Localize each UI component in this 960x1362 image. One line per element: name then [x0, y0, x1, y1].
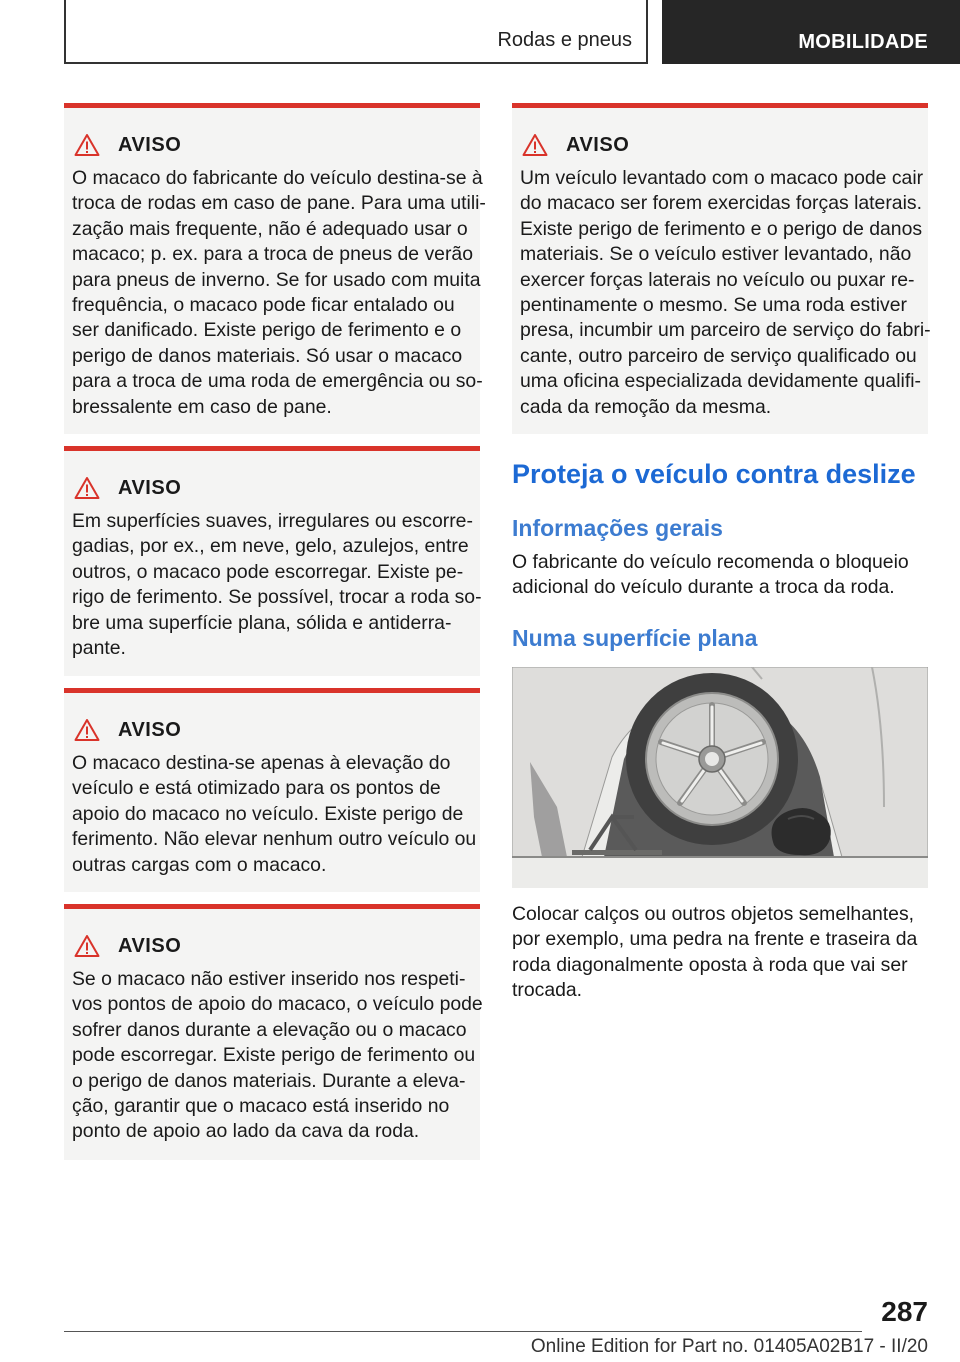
warning-triangle-icon: [522, 133, 548, 157]
page-number: 287: [881, 1296, 928, 1327]
section-title: Proteja o veículo contra deslize: [512, 459, 916, 489]
warning-line: exercer forças laterais no veículo ou puxar re‐: [520, 268, 915, 291]
warning-line: ser danificado. Existe perigo de ferimento e o: [72, 319, 462, 342]
warning-title: AVISO: [118, 133, 182, 156]
warning-box-4: [64, 904, 483, 1160]
info-paragraph: [512, 550, 909, 601]
warning-line: Existe perigo de ferimento e o perigo de danos: [520, 217, 923, 240]
warning-line: Se o macaco não estiver inserido nos respeti‐: [72, 968, 466, 990]
wheel-chock-illustration: [512, 667, 928, 888]
warning-line: bre uma superfície plana, sólida e antiderra‐: [72, 611, 452, 634]
warning-line: O macaco destina-se apenas à elevação do: [72, 752, 451, 774]
warning-line: ção, garantir que o macaco está inserido no: [72, 1095, 450, 1118]
warning-line: pode escorregar. Existe perigo de ferimento ou: [72, 1044, 476, 1067]
warning-header: [520, 132, 920, 158]
warning-line: presa, incumbir um parceiro de serviço do fabri‐: [520, 319, 931, 342]
warning-line: veículo e está otimizado para os pontos de: [72, 777, 441, 800]
warning-line: pante.: [72, 637, 126, 660]
warning-line: outros, o macaco pode escorregar. Existe pe‐: [72, 560, 464, 583]
warning-line: zação mais frequente, não é adequado usar o: [72, 217, 468, 240]
warning-text: [72, 509, 482, 661]
warning-title: AVISO: [118, 718, 182, 741]
warning-line: perigo de danos materiais. Só usar o macaco: [72, 344, 463, 367]
flat-line: por exemplo, uma pedra na frente e traseira da: [512, 928, 918, 951]
warning-line: do macaco ser forem exercidas forças laterais.: [520, 192, 922, 215]
warning-line: Em superfícies suaves, irregulares ou escorre‐: [72, 510, 473, 532]
warning-text: [72, 967, 483, 1145]
warning-header: [72, 933, 472, 959]
warning-line: O macaco do fabricante do veículo destina-se à: [72, 167, 483, 189]
warning-line: ponto de apoio ao lado da cava da roda.: [72, 1120, 420, 1143]
header-section-title: Rodas e pneus: [497, 29, 632, 51]
warning-line: troca de rodas em caso de pane. Para uma utili‐: [72, 192, 486, 215]
warning-text: [520, 166, 931, 420]
warning-box-5: [512, 103, 931, 434]
flat-surface-heading: Numa superfície plana: [512, 625, 758, 651]
warning-text: [72, 166, 486, 420]
warning-box-1: [64, 103, 486, 434]
warning-triangle-icon: [74, 934, 100, 958]
warning-line: vos pontos de apoio do macaco, o veículo pode: [72, 993, 483, 1016]
flat-line: trocada.: [512, 979, 583, 1002]
warning-line: gadias, por ex., em neve, gelo, azulejos, entre: [72, 535, 469, 558]
warning-line: frequência, o macaco pode ficar entalado ou: [72, 294, 455, 317]
footer-edition: Online Edition for Part no. 01405A02B17 - II/20: [530, 1336, 928, 1357]
warning-line: outras cargas com o macaco.: [72, 853, 327, 876]
warning-triangle-icon: [74, 476, 100, 500]
warning-box-2: [64, 446, 480, 676]
warning-header: [72, 717, 472, 743]
info-line: adicional do veículo durante a troca da roda.: [512, 576, 895, 599]
warning-line: apoio do macaco no veículo. Existe perigo de: [72, 802, 464, 825]
warning-line: macaco; p. ex. para a troca de pneus de verão: [72, 243, 473, 266]
warning-triangle-icon: [74, 133, 100, 157]
warning-line: pentinamente o mesmo. Se uma roda estiver: [520, 294, 907, 317]
warning-line: para a troca de uma roda de emergência ou so‐: [72, 370, 483, 393]
warning-line: sofrer danos durante a elevação ou o macaco: [72, 1018, 467, 1041]
warning-text: [72, 751, 477, 878]
warning-line: o perigo de danos materiais. Durante a eleva‐: [72, 1069, 466, 1092]
warning-header: [72, 475, 472, 501]
info-heading: Informações gerais: [512, 515, 723, 541]
warning-title: AVISO: [566, 133, 630, 156]
warning-line: ferimento. Não elevar nenhum outro veículo ou: [72, 828, 477, 851]
header-section-tab: [64, 0, 648, 64]
flat-line: roda diagonalmente oposta à roda que vai ser: [512, 953, 908, 976]
warning-title: AVISO: [118, 934, 182, 957]
footer-divider: [64, 1331, 862, 1332]
header-chapter-tab: [662, 0, 960, 64]
warning-line: Um veículo levantado com o macaco pode cair: [520, 167, 924, 189]
warning-line: rigo de ferimento. Se possível, trocar a roda so‐: [72, 586, 482, 609]
warning-title: AVISO: [118, 476, 182, 499]
flat-surface-paragraph: [512, 902, 917, 1004]
flat-line: Colocar calços ou outros objetos semelhantes,: [512, 903, 915, 925]
info-line: O fabricante do veículo recomenda o bloqueio: [512, 551, 909, 573]
warning-line: cante, outro parceiro de serviço qualificado ou: [520, 344, 917, 367]
warning-line: para pneus de inverno. Se for usado com muita: [72, 268, 481, 291]
warning-line: cada da remoção da mesma.: [520, 395, 772, 418]
warning-line: bressalente em caso de pane.: [72, 395, 332, 418]
warning-triangle-icon: [74, 718, 100, 742]
header-chapter-title: MOBILIDADE: [798, 31, 928, 53]
warning-header: [72, 132, 472, 158]
warning-line: materiais. Se o veículo estiver levantado, não: [520, 243, 912, 266]
warning-box-3: [64, 688, 480, 892]
warning-line: uma oficina especializada devidamente qualifi‐: [520, 370, 921, 393]
